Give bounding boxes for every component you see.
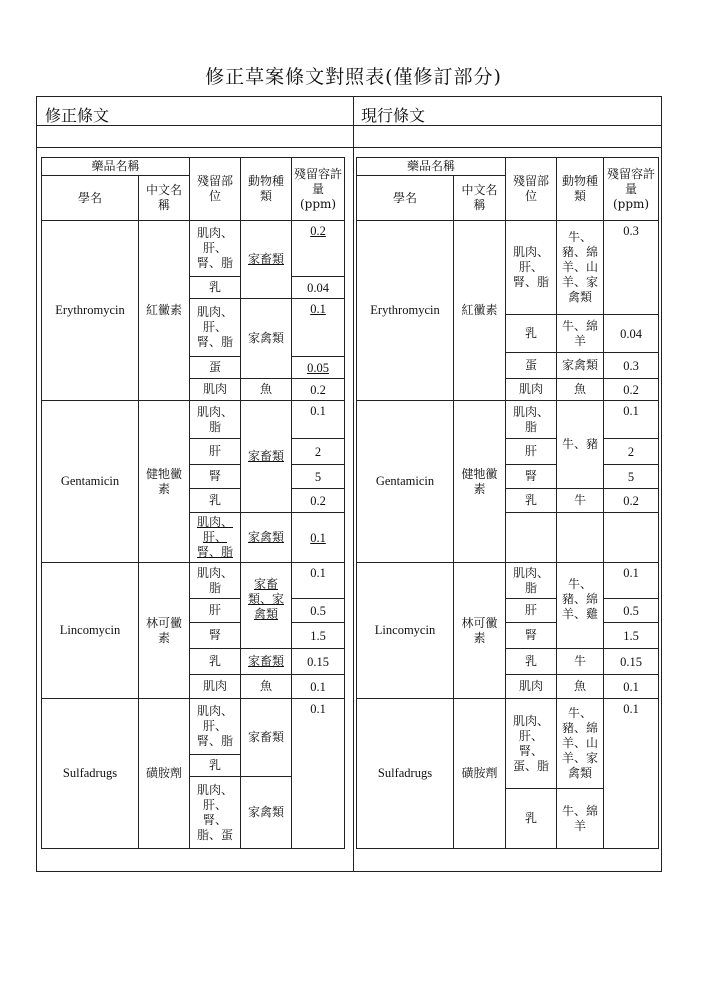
tolerance-value: 0.05 <box>292 357 345 379</box>
animal-header: 動物種類 <box>557 158 604 221</box>
residue-site: 肌肉、肝、腎、脂 <box>190 221 241 277</box>
residue-site: 乳 <box>190 755 241 777</box>
residue-site: 蛋 <box>190 357 241 379</box>
residue-site: 肌肉 <box>190 675 241 699</box>
residue-site: 肌肉 <box>506 675 557 699</box>
tolerance-value: 0.04 <box>292 277 345 299</box>
tolerance-value: 0.2 <box>292 489 345 513</box>
amended-residue-table <box>41 157 345 849</box>
tolerance-value: 0.1 <box>604 699 659 849</box>
animal-type: 牛 <box>557 649 604 675</box>
drug-scientific-name: Sulfadrugs <box>42 699 139 849</box>
drug-name-header: 藥品名稱 <box>357 158 506 176</box>
drug-name-header: 藥品名稱 <box>42 158 190 176</box>
animal-type: 家畜類 <box>241 401 292 513</box>
animal-type: 牛、綿羊 <box>557 315 604 353</box>
tolerance-label: 殘留容許量 <box>294 166 343 196</box>
animal-type: 牛 <box>557 489 604 513</box>
empty-cell <box>604 513 659 563</box>
residue-site: 乳 <box>190 649 241 675</box>
tolerance-value: 0.2 <box>604 489 659 513</box>
drug-scientific-name: Gentamicin <box>42 401 139 563</box>
residue-site: 肝 <box>190 599 241 623</box>
tolerance-value: 0.1 <box>292 513 345 563</box>
animal-type: 家畜類、家禽類 <box>241 563 292 649</box>
tolerance-label: 殘留容許量 <box>607 166 656 196</box>
animal-type: 魚 <box>241 675 292 699</box>
tolerance-value: 2 <box>604 439 659 465</box>
animal-type: 牛、豬、綿羊、雞 <box>557 563 604 649</box>
residue-site: 腎 <box>506 465 557 489</box>
site-header: 殘留部位 <box>506 158 557 221</box>
animal-header: 動物種類 <box>241 158 292 221</box>
tolerance-value: 2 <box>292 439 345 465</box>
animal-type: 魚 <box>241 379 292 401</box>
residue-site: 肌肉、肝、腎、脂 <box>190 299 241 357</box>
residue-site: 肌肉 <box>190 379 241 401</box>
tolerance-value: 5 <box>292 465 345 489</box>
tolerance-value: 0.1 <box>292 401 345 439</box>
tolerance-value: 0.15 <box>292 649 345 675</box>
residue-site: 乳 <box>506 649 557 675</box>
residue-site: 腎 <box>506 623 557 649</box>
drug-chinese-name: 林可黴素 <box>454 563 506 699</box>
residue-site: 蛋 <box>506 353 557 379</box>
unit-label: (ppm) <box>299 196 337 211</box>
site-header: 殘留部位 <box>190 158 241 221</box>
tolerance-value: 0.1 <box>292 675 345 699</box>
tolerance-value: 0.3 <box>604 221 659 315</box>
animal-type: 牛、豬、綿羊、山羊、家禽類 <box>557 699 604 789</box>
residue-site: 肝 <box>506 599 557 623</box>
residue-site: 乳 <box>506 489 557 513</box>
page-title: 修正草案條文對照表(僅修訂部分) <box>205 66 502 88</box>
chinese-name-header: 中文名稱 <box>139 176 190 221</box>
animal-type: 牛、豬 <box>557 401 604 489</box>
residue-site: 肌肉、脂 <box>506 401 557 439</box>
animal-type: 家畜類 <box>241 699 292 777</box>
scientific-name-header: 學名 <box>42 176 139 221</box>
residue-site: 乳 <box>190 277 241 299</box>
drug-scientific-name: Erythromycin <box>357 221 454 401</box>
unit-label: (ppm) <box>612 196 650 211</box>
tolerance-value: 0.1 <box>292 699 345 849</box>
column-divider <box>353 97 354 871</box>
animal-type: 家畜類 <box>241 221 292 299</box>
residue-site: 腎 <box>190 623 241 649</box>
tolerance-value: 1.5 <box>292 623 345 649</box>
animal-type: 家禽類 <box>241 299 292 379</box>
tolerance-header <box>604 158 659 221</box>
tolerance-value: 0.1 <box>292 299 345 357</box>
drug-chinese-name: 紅黴素 <box>454 221 506 401</box>
residue-site: 肝 <box>190 439 241 465</box>
residue-site: 肌肉、脂 <box>190 401 241 439</box>
residue-site: 肌肉、肝、腎、脂、蛋 <box>190 777 241 849</box>
header-rule <box>37 125 661 126</box>
animal-type: 魚 <box>557 675 604 699</box>
residue-site: 乳 <box>190 489 241 513</box>
animal-type: 家畜類 <box>241 649 292 675</box>
residue-site: 乳 <box>506 315 557 353</box>
drug-scientific-name: Lincomycin <box>42 563 139 699</box>
residue-site: 肌肉、肝、腎、脂 <box>190 513 241 563</box>
animal-type: 家禽類 <box>241 777 292 849</box>
tolerance-value: 5 <box>604 465 659 489</box>
residue-site: 肌肉、肝、腎、脂 <box>190 699 241 755</box>
drug-chinese-name: 磺胺劑 <box>139 699 190 849</box>
animal-type: 牛、綿羊 <box>557 789 604 849</box>
residue-site: 肌肉、肝、腎、蛋、脂 <box>506 699 557 789</box>
drug-chinese-name: 林可黴素 <box>139 563 190 699</box>
tolerance-value: 0.2 <box>292 379 345 401</box>
tolerance-header <box>292 158 345 221</box>
tolerance-value: 0.3 <box>604 353 659 379</box>
empty-cell <box>506 513 557 563</box>
drug-scientific-name: Sulfadrugs <box>357 699 454 849</box>
drug-chinese-name: 紅黴素 <box>139 221 190 401</box>
tolerance-value: 0.2 <box>604 379 659 401</box>
tolerance-value: 0.1 <box>292 563 345 599</box>
drug-chinese-name: 磺胺劑 <box>454 699 506 849</box>
animal-type: 家禽類 <box>241 513 292 563</box>
drug-scientific-name: Lincomycin <box>357 563 454 699</box>
tolerance-value: 0.15 <box>604 649 659 675</box>
tolerance-value: 0.5 <box>604 599 659 623</box>
residue-site: 乳 <box>506 789 557 849</box>
residue-site: 肌肉、脂 <box>506 563 557 599</box>
tolerance-value: 0.1 <box>604 401 659 439</box>
tolerance-value: 0.1 <box>604 563 659 599</box>
tolerance-value: 0.2 <box>292 221 345 277</box>
chinese-name-header: 中文名稱 <box>454 176 506 221</box>
residue-site: 肌肉 <box>506 379 557 401</box>
amended-column-heading: 修正條文 <box>45 106 110 125</box>
current-column-heading: 現行條文 <box>361 106 426 125</box>
tolerance-value: 1.5 <box>604 623 659 649</box>
tolerance-value: 0.1 <box>604 675 659 699</box>
residue-site: 肝 <box>506 439 557 465</box>
drug-chinese-name: 健牠黴素 <box>139 401 190 563</box>
residue-site: 肌肉、脂 <box>190 563 241 599</box>
tolerance-value: 0.5 <box>292 599 345 623</box>
tolerance-value: 0.04 <box>604 315 659 353</box>
drug-chinese-name: 健牠黴素 <box>454 401 506 563</box>
drug-scientific-name: Gentamicin <box>357 401 454 563</box>
scientific-name-header: 學名 <box>357 176 454 221</box>
animal-type: 家禽類 <box>557 353 604 379</box>
animal-type: 魚 <box>557 379 604 401</box>
sub-header-rule <box>37 147 661 148</box>
animal-type: 牛、豬、綿羊、山羊、家禽類 <box>557 221 604 315</box>
residue-site: 腎 <box>190 465 241 489</box>
current-residue-table <box>356 157 659 849</box>
drug-scientific-name: Erythromycin <box>42 221 139 401</box>
empty-cell <box>557 513 604 563</box>
residue-site: 肌肉、肝、腎、脂 <box>506 221 557 315</box>
